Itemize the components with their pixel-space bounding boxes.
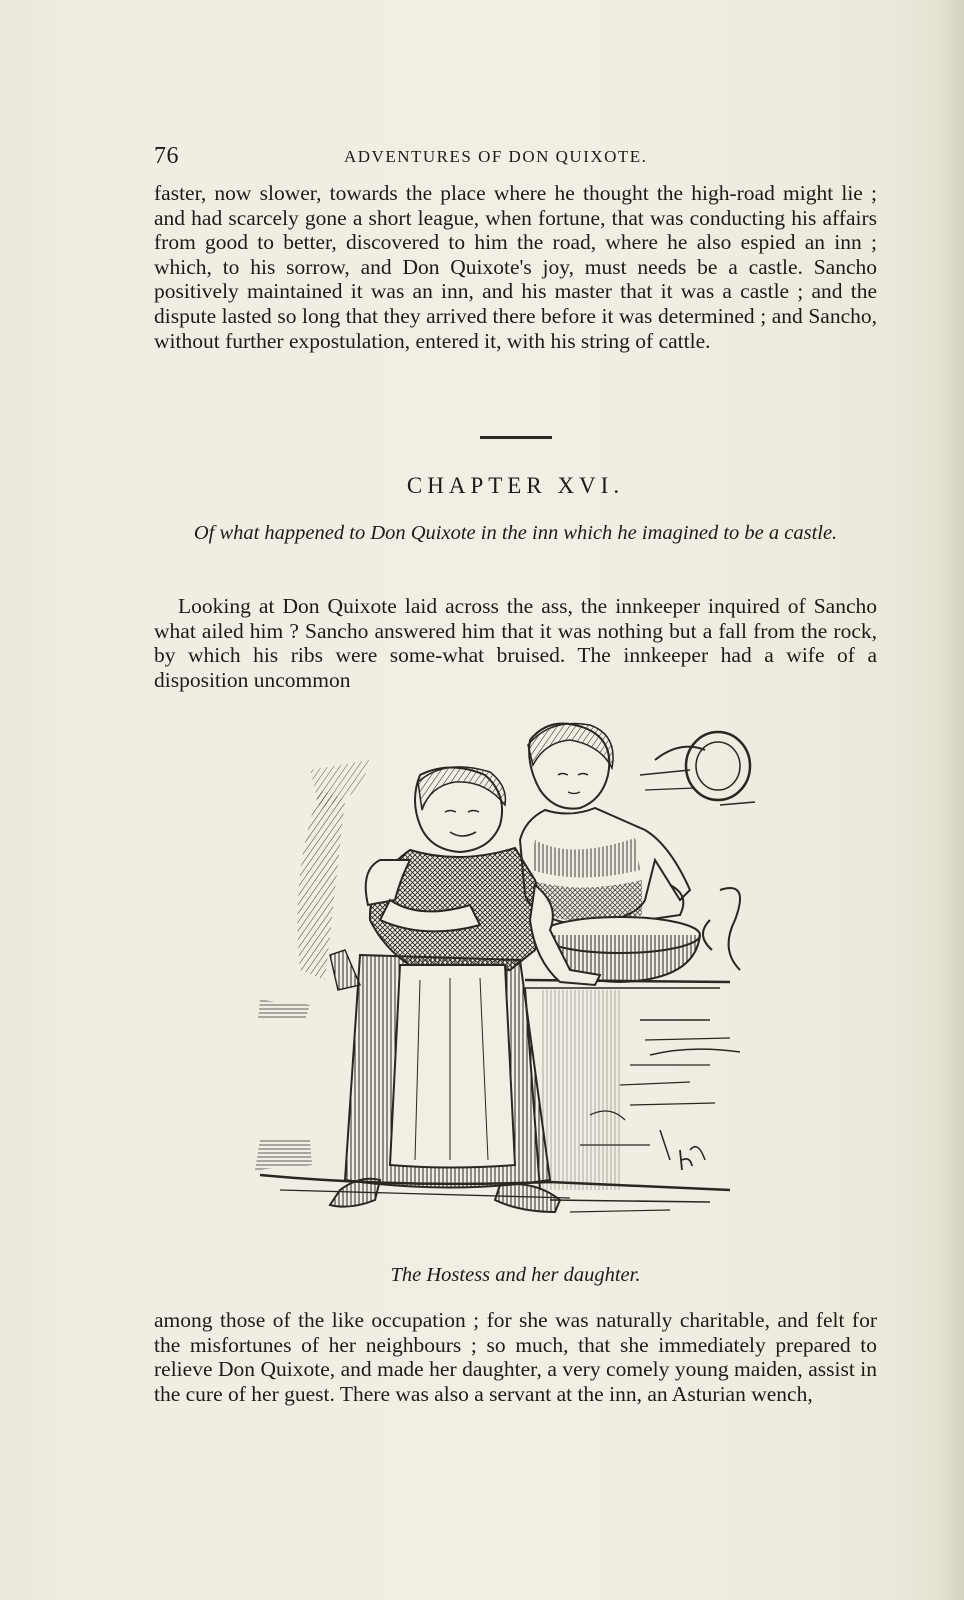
paragraph-continued: faster, now slower, towards the place where he thought the high-road might lie ; and had scarcely gone a short league, when fortune, that was conducting his affairs from good to better, discovered to him the road, where he also espied an inn ; which, to his sorrow, and Don Quixote's joy, must needs be a castle. Sancho positively maintained it was an inn, and his master that it was a castle ; and the dispute lasted so long that they arrived there before it was determined ; and Sancho, without further expostulation, entered it, with his string of cattle. [154,181,877,353]
chapter-heading: CHAPTER XVI. [406,473,625,498]
engraving-illustration [250,720,770,1250]
chapter-subtitle: Of what happened to Don Quixote in the inn which he imagined to be a castle. [193,522,838,544]
section-divider [480,436,552,439]
running-head: ADVENTURES OF DON QUIXOTE. [344,147,648,166]
spine-shadow [938,0,964,1600]
paragraph-opening: Looking at Don Quixote laid across the ass, the innkeeper inquired of Sancho what ailed him ? Sancho answered him that it was nothing but a fall from the rock, by which his ribs were some-what bruised. The innkeeper had a wife of a disposition uncommon [154,594,877,692]
paragraph-after-illustration: among those of the like occupation ; for she was naturally charitable, and felt for the misfortunes of her neighbours ; so much, that she immediately prepared to relieve Don Quixote, and made her daughter, a very comely young maiden, assist in the cure of her guest. There was also a servant at the inn, an Asturian wench, [154,1308,877,1406]
illustration-caption: The Hostess and her daughter. [390,1264,641,1286]
page-header [154,143,884,173]
page-number: 76 [154,143,179,169]
